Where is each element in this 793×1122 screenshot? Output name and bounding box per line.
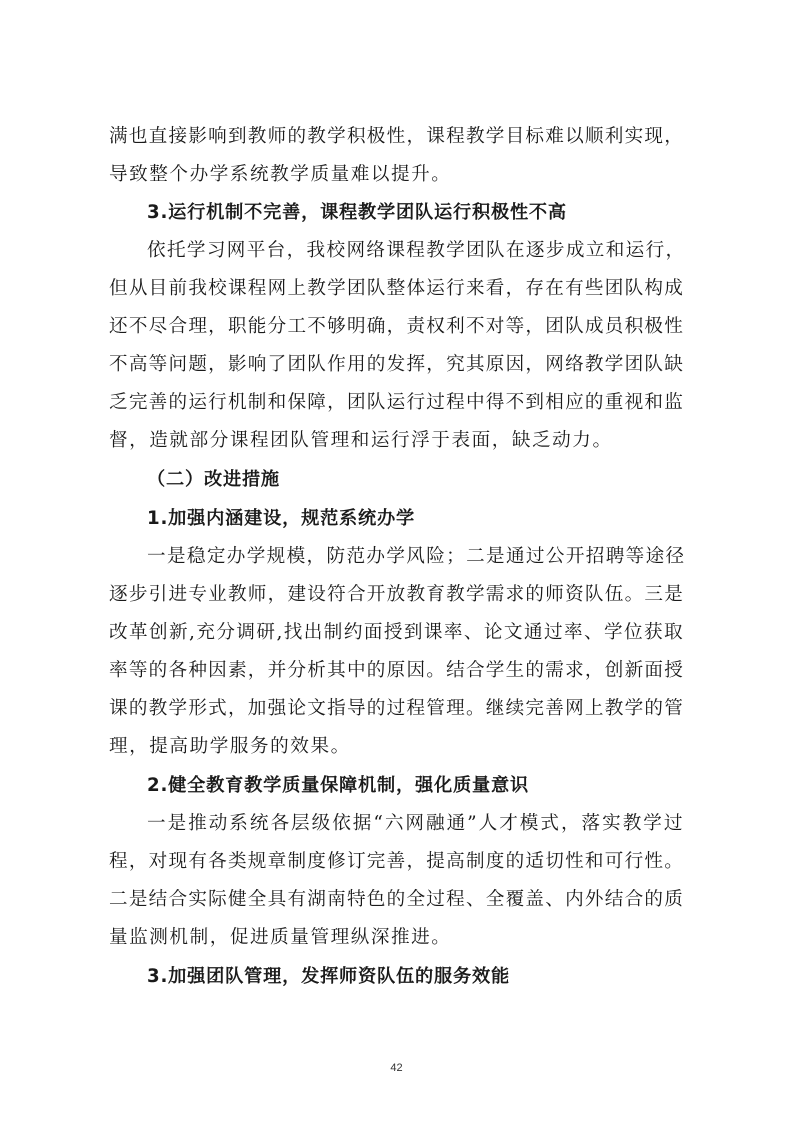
body-text-line: 还不尽合理，职能分工不够明确，责权利不对等，团队成员积极性 <box>109 316 684 337</box>
body-text-line: 率等的各种因素，并分析其中的原因。结合学生的需求，创新面授 <box>109 660 684 681</box>
body-text-line: 依托学习网平台，我校网络课程教学团队在逐步成立和运行， <box>147 240 686 261</box>
body-text-line: 程，对现有各类规章制度修订完善，提高制度的适切性和可行性。 <box>109 851 684 872</box>
body-text-line: 不高等问题，影响了团队作用的发挥，究其原因，网络教学团队缺 <box>109 354 684 375</box>
page-number: 42 <box>390 1062 403 1074</box>
body-text-line: 但从目前我校课程网上教学团队整体运行来看，存在有些团队构成 <box>109 278 684 299</box>
section-heading: 3.加强团队管理，发挥师资队伍的服务效能 <box>147 966 510 987</box>
body-text-line: 改革创新,充分调研,找出制约面授到课率、论文通过率、学位获取 <box>109 622 684 643</box>
body-text-line: 督，造就部分课程团队管理和运行浮于表面，缺乏动力。 <box>109 430 613 451</box>
body-text-line: 逐步引进专业教师，建设符合开放教育教学需求的师资队伍。三是 <box>109 584 684 605</box>
body-text-line: 导致整个办学系统教学质量难以提升。 <box>109 164 452 185</box>
section-heading: （二）改进措施 <box>147 469 280 490</box>
section-heading: 1.加强内涵建设，规范系统办学 <box>147 508 416 529</box>
body-text-line: 一是稳定办学规模，防范办学风险；二是通过公开招聘等途径 <box>147 546 686 567</box>
body-text-line: 一是推动系统各层级依据“六网融通”人才模式，落实教学过 <box>147 813 684 834</box>
body-text-line: 理，提高助学服务的效果。 <box>109 736 351 757</box>
body-text-line: 乏完善的运行机制和保障，团队运行过程中得不到相应的重视和监 <box>109 392 684 413</box>
body-text-line: 课的教学形式，加强论文指导的过程管理。继续完善网上教学的管 <box>109 698 684 719</box>
body-text-line: 量监测机制，促进质量管理纵深推进。 <box>109 927 452 948</box>
body-text-line: 满也直接影响到教师的教学积极性，课程教学目标难以顺利实现， <box>109 126 684 147</box>
section-heading: 3.运行机制不完善，课程教学团队运行积极性不高 <box>147 202 567 223</box>
body-text-line: 二是结合实际健全具有湖南特色的全过程、全覆盖、内外结合的质 <box>109 889 684 910</box>
section-heading: 2.健全教育教学质量保障机制，强化质量意识 <box>147 775 529 796</box>
